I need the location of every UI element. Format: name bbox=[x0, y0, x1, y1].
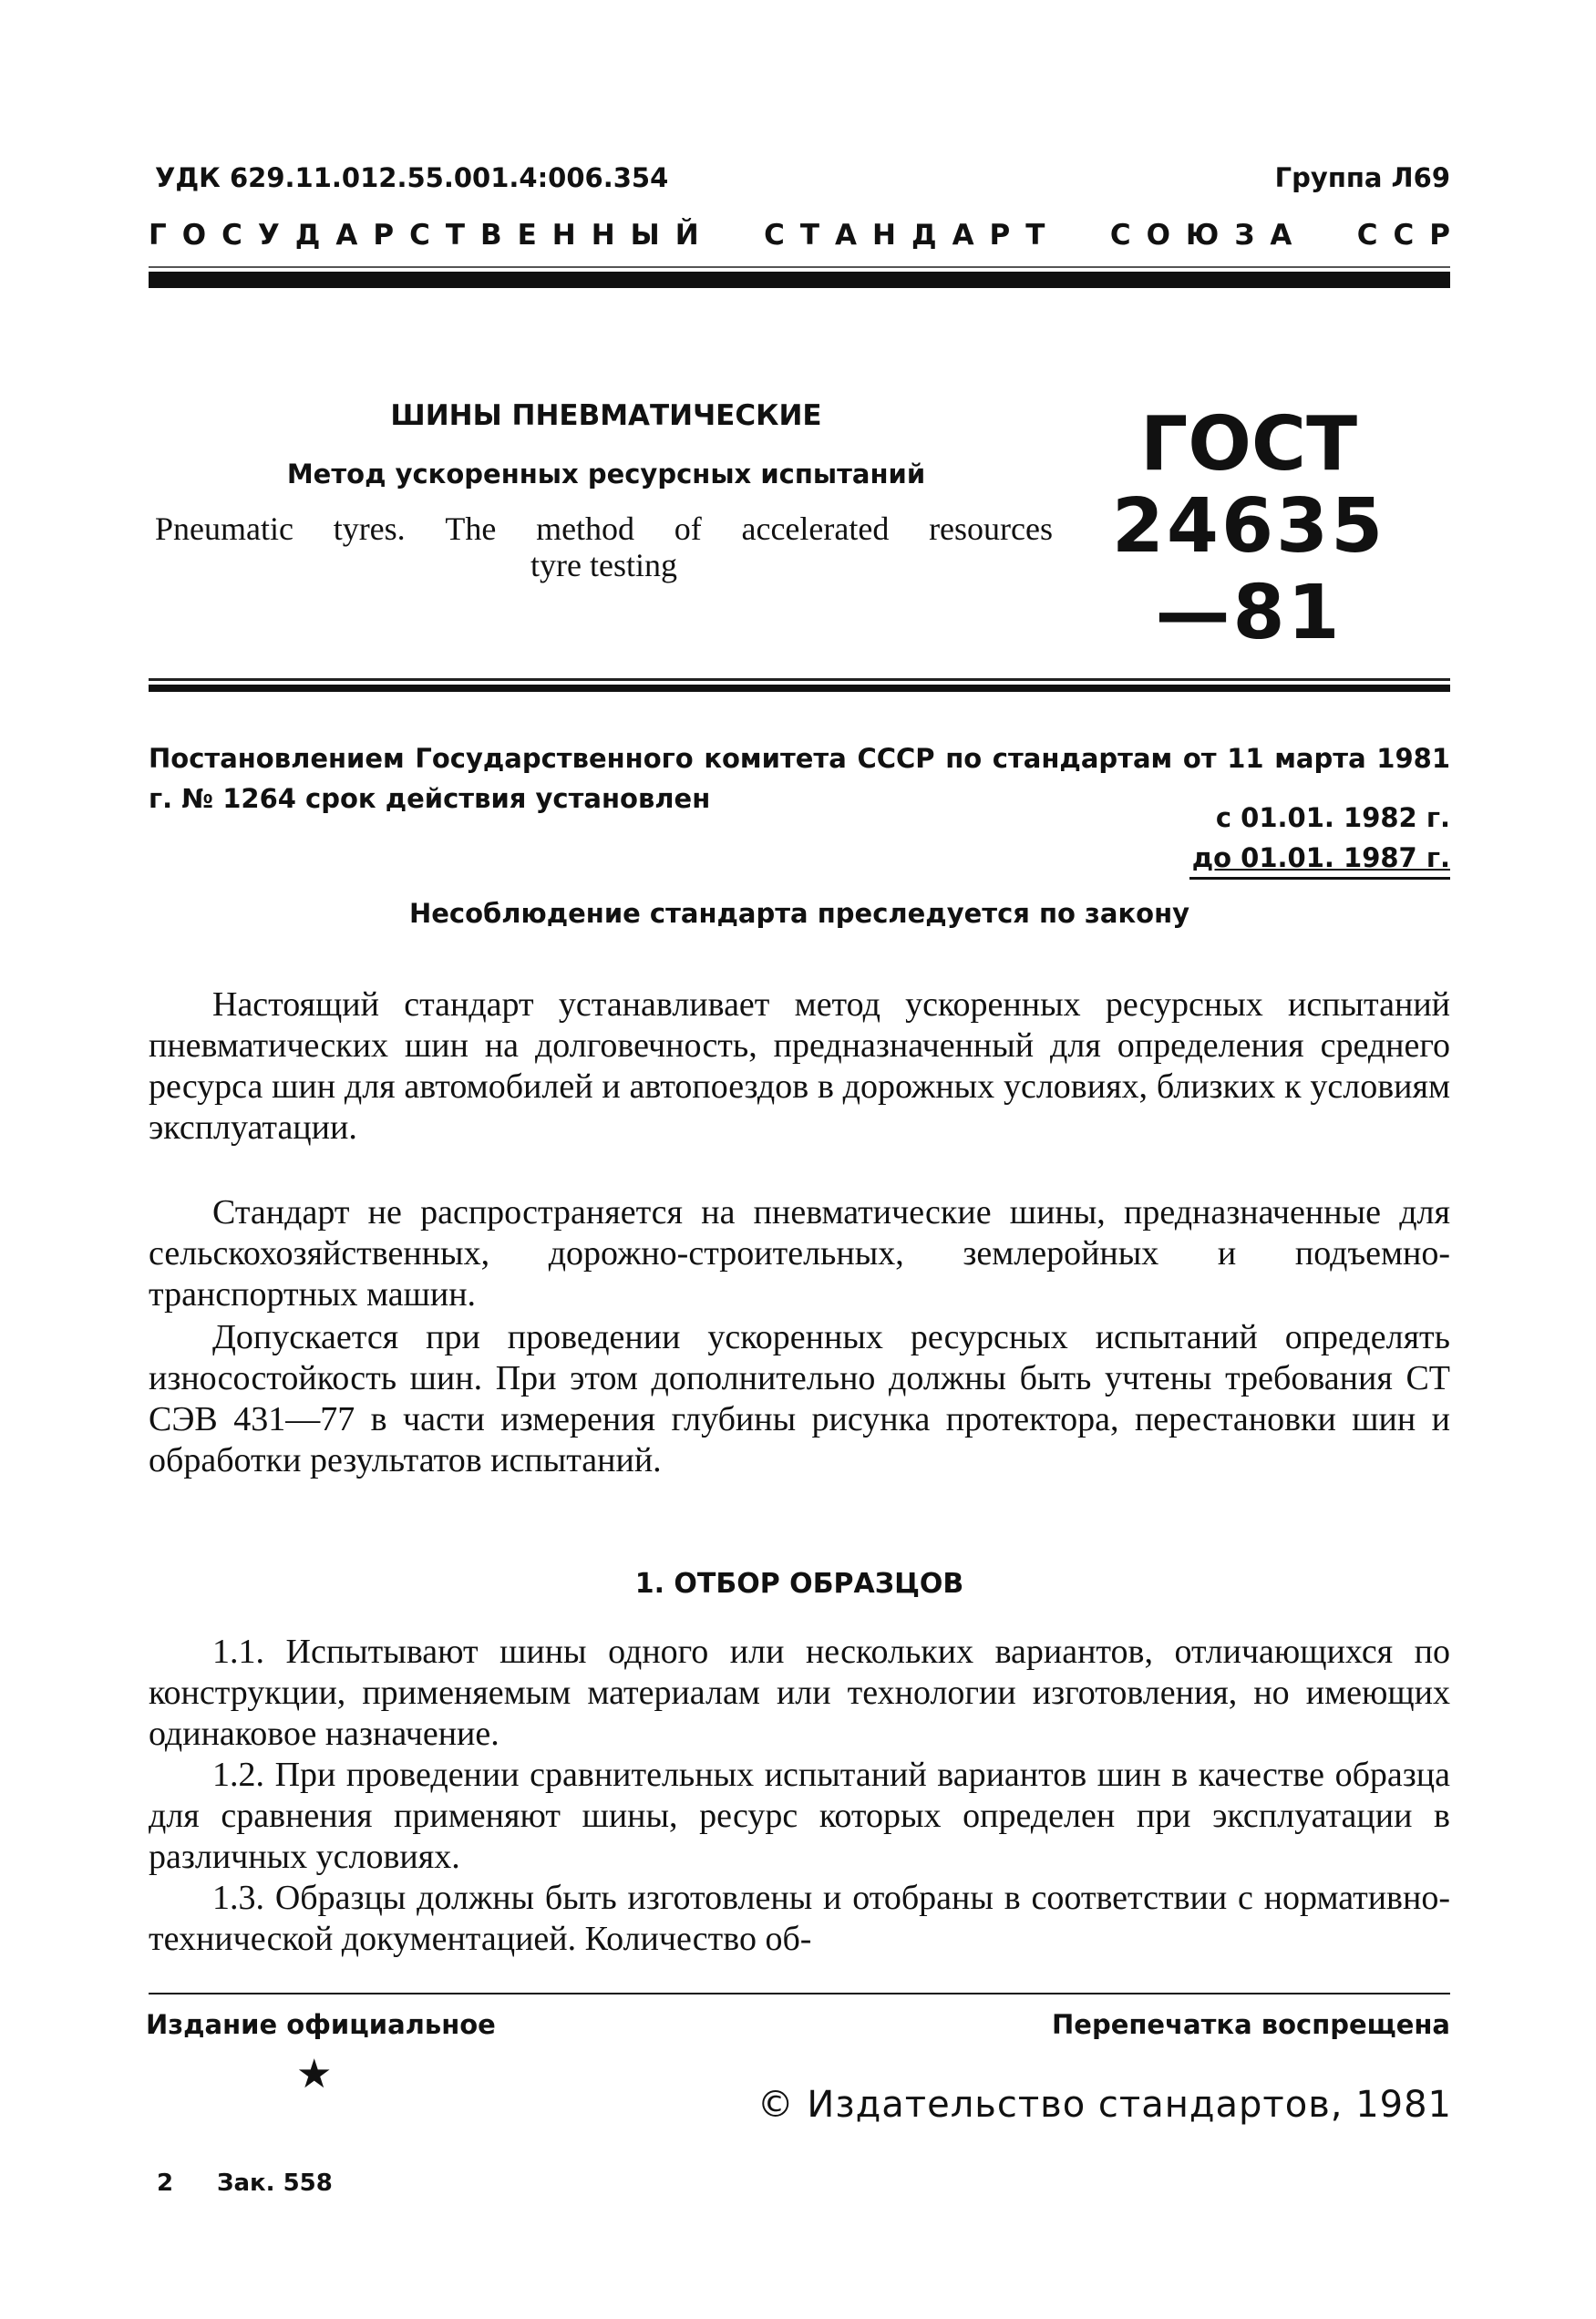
title-en-line1 bbox=[155, 510, 1053, 547]
gost-number: 24635—81 bbox=[1111, 483, 1386, 656]
banner-word: СОЮЗА bbox=[1109, 219, 1308, 252]
title-en-word: The bbox=[445, 510, 497, 547]
title-en-line2: tyre testing bbox=[530, 547, 677, 583]
section-heading: 1. ОТБОР ОБРАЗЦОВ bbox=[634, 1568, 964, 1600]
udk-code: УДК 629.11.012.55.001.4:006.354 bbox=[155, 162, 669, 193]
reprint-notice: Перепечатка воспрещена bbox=[1052, 2009, 1450, 2040]
header-divider-thin bbox=[149, 266, 1450, 268]
paragraph-text: Допускается при проведении ускоренных ресурсных испытаний определять износостойкость шин. При этом дополнительно должны быть учтены требования СТ СЭВ 431—77 в части измерения глубины рисунка протектора, перестановки шин и обработки результатов испытаний. bbox=[149, 1318, 1450, 1479]
title-divider-thin bbox=[149, 678, 1450, 681]
banner-word: ССР bbox=[1356, 219, 1466, 252]
state-standard-banner bbox=[149, 219, 1466, 252]
violation-notice: Несоблюдение стандарта преследуется по закону bbox=[408, 898, 1190, 929]
banner-word: ГОСУДАРСТВЕННЫЙ bbox=[149, 219, 715, 252]
order-number: Зак. 558 bbox=[217, 2170, 333, 2197]
title-en-word: method bbox=[536, 510, 635, 547]
paragraph bbox=[149, 1317, 1450, 1481]
effective-date-to: до 01.01. 1987 г. bbox=[1191, 842, 1450, 873]
document-subtitle-ru: Метод ускоренных ресурсных испытаний bbox=[286, 459, 926, 490]
page-number: 2 bbox=[157, 2170, 174, 2197]
title-en-word: accelerated bbox=[741, 510, 890, 547]
title-en-word: resources bbox=[929, 510, 1053, 547]
group-code: Группа Л69 bbox=[1274, 162, 1450, 193]
document-title-ru: ШИНЫ ПНЕВМАТИЧЕСКИЕ bbox=[390, 399, 822, 432]
document-title-en bbox=[155, 510, 1053, 583]
footer-divider bbox=[149, 1993, 1450, 1994]
copyright-line: © Издательство стандартов, 1981 bbox=[757, 2084, 1452, 2126]
banner-word: СТАНДАРТ bbox=[764, 219, 1061, 252]
gost-label: ГОСТ bbox=[1139, 401, 1358, 488]
paragraph-text: 1.3. Образцы должны быть изготовлены и отобраны в соответствии с нормативно-технической документацией. Количество об- bbox=[149, 1879, 1450, 1958]
paragraph-text: 1.2. При проведении сравнительных испытаний вариантов шин в качестве образца для сравнения применяют шины, ресурс которых определен при эксплуатации в различных условиях. bbox=[149, 1756, 1450, 1876]
clause-1-1 bbox=[149, 1632, 1450, 1755]
paragraph-text: Настоящий стандарт устанавливает метод ускоренных ресурсных испытаний пневматических шин на долговечность, предназначенный для определения среднего ресурса шин для автомобилей и автопоездов в дорожных условиях, близких к условиям эксплуатации. bbox=[149, 985, 1450, 1147]
paragraph bbox=[149, 1192, 1450, 1315]
title-en-word: of bbox=[674, 510, 702, 547]
clause-1-2 bbox=[149, 1755, 1450, 1878]
effective-date-from: с 01.01. 1982 г. bbox=[1215, 802, 1450, 833]
date-underline bbox=[1189, 877, 1450, 880]
header-divider-thick bbox=[149, 272, 1450, 288]
star-icon: ★ bbox=[296, 2051, 333, 2097]
paragraph bbox=[149, 984, 1450, 1149]
title-en-word: Pneumatic bbox=[155, 510, 293, 547]
clause-1-3 bbox=[149, 1878, 1450, 1960]
edition-label: Издание официальное bbox=[146, 2009, 496, 2040]
paragraph-text: 1.1. Испытывают шины одного или нескольких вариантов, отличающихся по конструкции, применяемым материалам или технологии изготовления, но имеющих одинаковое назначение. bbox=[149, 1633, 1450, 1753]
paragraph-text: Стандарт не распространяется на пневматические шины, предназначенные для сельскохозяйственных, дорожно-строительных, землеройных и подъемно-транспортных машин. bbox=[149, 1193, 1450, 1314]
title-divider-thick bbox=[149, 685, 1450, 692]
title-en-word: tyres. bbox=[333, 510, 406, 547]
decree-text: Постановлением Государственного комитета СССР по стандартам от 11 марта 1981 г. № 1264 срок действия установлен bbox=[149, 743, 1450, 814]
